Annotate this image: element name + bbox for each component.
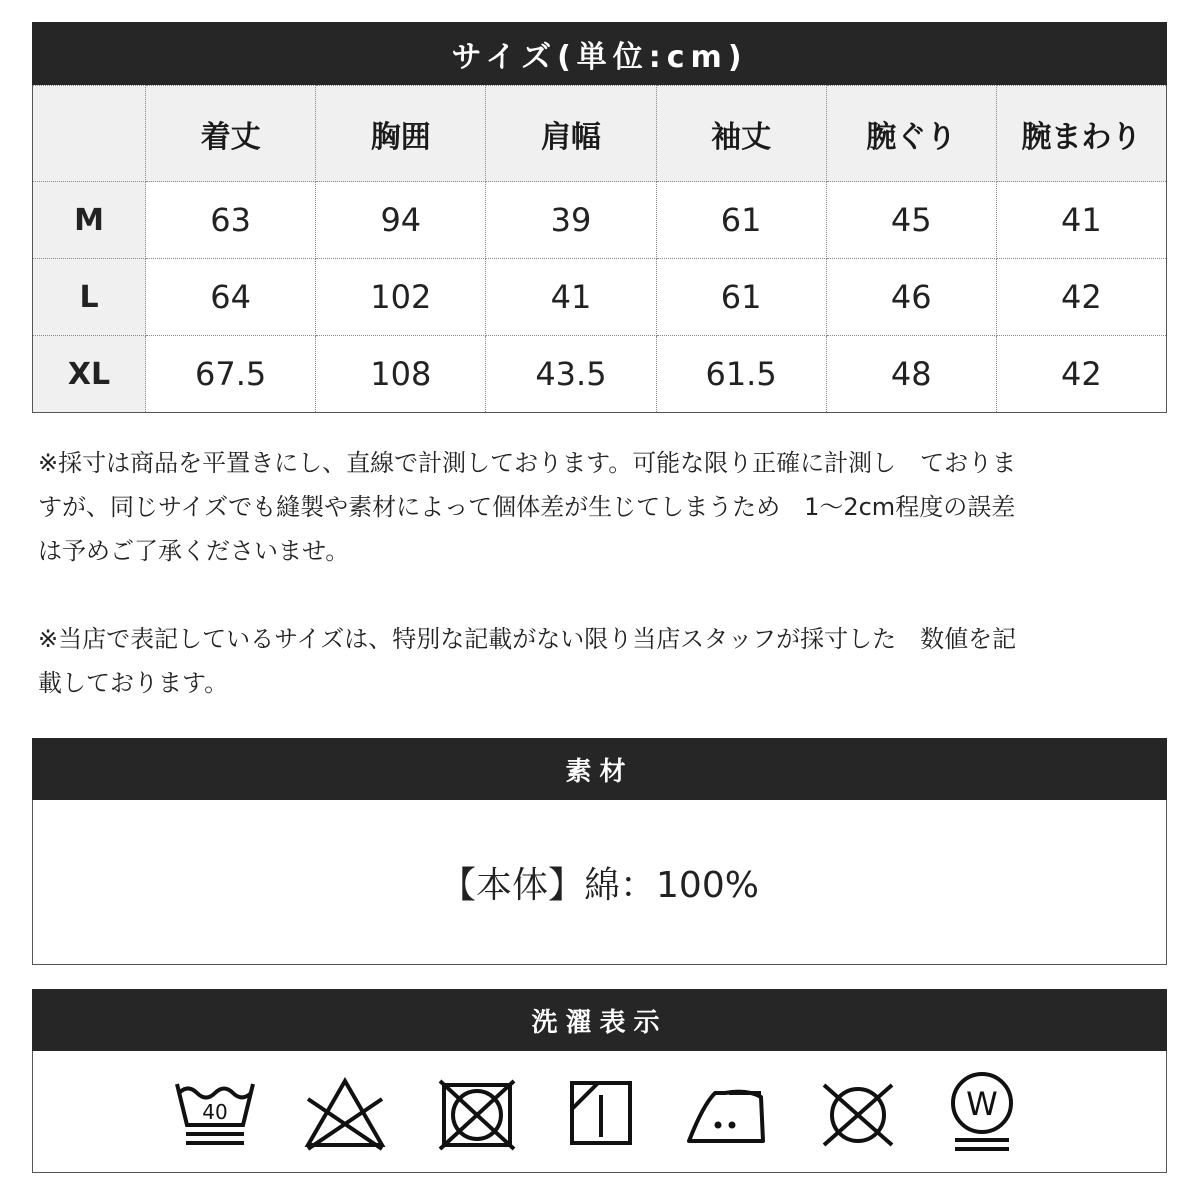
table-cell: 102 [316, 259, 486, 336]
column-header-blank [33, 86, 146, 182]
table-row [33, 336, 1167, 413]
table-cell: 41 [486, 259, 656, 336]
no-bleach-icon [304, 1077, 386, 1151]
table-row [33, 182, 1167, 259]
table-cell: 41 [996, 182, 1166, 259]
column-header-arm-circumference: 腕まわり [996, 86, 1166, 182]
table-cell: 48 [826, 336, 996, 413]
column-header-sleeve: 袖丈 [656, 86, 826, 182]
staff-note [38, 617, 1163, 705]
care-label-box [32, 1051, 1167, 1173]
wash-40-gentle-icon [174, 1079, 256, 1151]
size-label: M [33, 182, 146, 259]
table-cell: 61 [656, 182, 826, 259]
size-table-header-row [33, 86, 1167, 182]
table-cell: 64 [146, 259, 316, 336]
table-cell: 42 [996, 336, 1166, 413]
table-cell: 61.5 [656, 336, 826, 413]
table-cell: 43.5 [486, 336, 656, 413]
material-section-title: 素材 [565, 756, 634, 787]
no-dry-clean-icon [818, 1079, 898, 1151]
wet-clean-gentle-icon [947, 1069, 1017, 1155]
table-cell: 67.5 [146, 336, 316, 413]
table-cell: 45 [826, 182, 996, 259]
material-content: 【本体】綿：100% [440, 864, 759, 906]
size-section-header [32, 22, 1167, 85]
no-tumble-dry-icon [438, 1079, 518, 1151]
size-table [32, 85, 1167, 413]
note-line: ※当店で表記しているサイズは、特別な記載がない限り当店スタッフが採寸した 数値を記 [38, 625, 1017, 653]
note-line: 載しております。 [38, 669, 229, 697]
wet-clean-label: W [966, 1085, 998, 1123]
column-header-length: 着丈 [146, 86, 316, 182]
note-line: すが、同じサイズでも縫製や素材によって個体差が生じてしまうため 1〜2cm程度の誤差 [38, 493, 1016, 521]
material-box [32, 800, 1167, 965]
iron-medium-icon [685, 1085, 767, 1147]
table-cell: 108 [316, 336, 486, 413]
note-line: ※採寸は商品を平置きにし、直線で計測しております。可能な限り正確に計測し ておりま [38, 449, 1017, 477]
column-header-chest: 胸囲 [316, 86, 486, 182]
size-label: L [33, 259, 146, 336]
care-section-title: 洗濯表示 [531, 1007, 668, 1038]
wash-temperature-label: 40 [202, 1100, 228, 1124]
care-section-header [32, 989, 1167, 1051]
note-line: は予めご了承くださいませ。 [38, 537, 350, 565]
table-row [33, 259, 1167, 336]
measurement-note [38, 441, 1163, 573]
column-header-armhole: 腕ぐり [826, 86, 996, 182]
table-cell: 39 [486, 182, 656, 259]
size-label: XL [33, 336, 146, 413]
drip-dry-shade-icon [568, 1079, 636, 1151]
table-cell: 94 [316, 182, 486, 259]
table-cell: 63 [146, 182, 316, 259]
size-section-title: サイズ(単位:cm) [451, 39, 748, 75]
table-cell: 42 [996, 259, 1166, 336]
material-section-header [32, 738, 1167, 800]
table-cell: 61 [656, 259, 826, 336]
column-header-shoulder: 肩幅 [486, 86, 656, 182]
table-cell: 46 [826, 259, 996, 336]
